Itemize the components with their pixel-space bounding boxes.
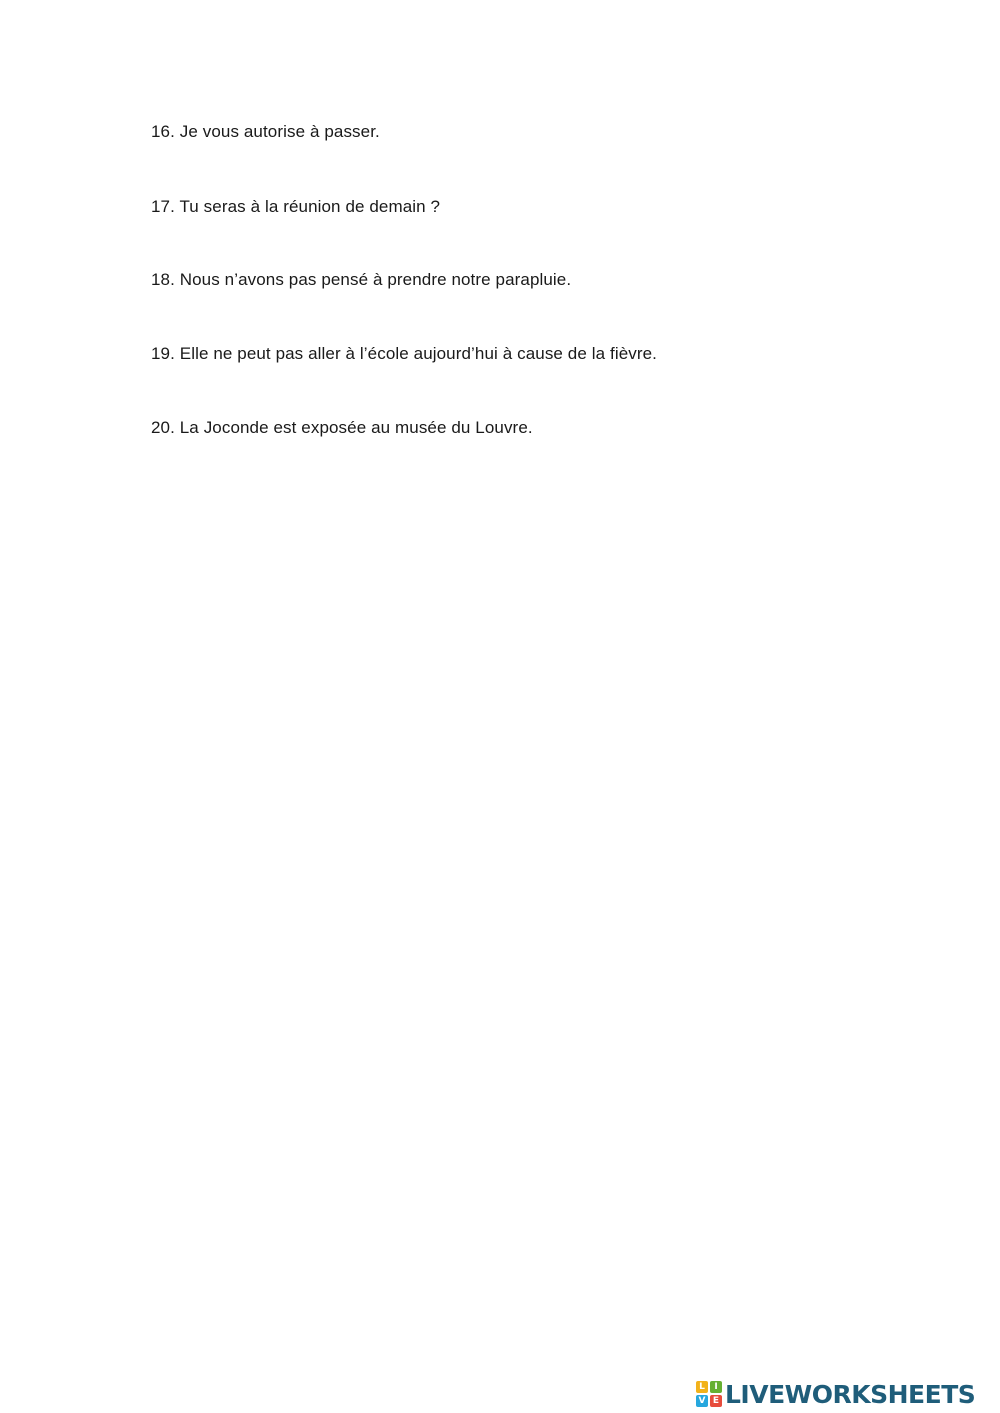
sentence-20: 20. La Joconde est exposée au musée du Louvre. — [151, 418, 533, 437]
logo-square-i: I — [710, 1381, 722, 1393]
logo-text: LIVEWORKSHEETS — [725, 1379, 976, 1409]
sentence-16: 16. Je vous autorise à passer. — [151, 122, 380, 141]
logo-square-v: V — [696, 1395, 708, 1407]
logo-square-e: E — [710, 1395, 722, 1407]
sentence-19: 19. Elle ne peut pas aller à l’école aujourd’hui à cause de la fièvre. — [151, 344, 657, 363]
sentence-17: 17. Tu seras à la réunion de demain ? — [151, 197, 441, 216]
liveworksheets-logo — [696, 1378, 975, 1410]
logo-squares-icon — [696, 1381, 722, 1407]
logo-square-l: L — [696, 1381, 708, 1393]
sentence-18: 18. Nous n’avons pas pensé à prendre notre parapluie. — [151, 270, 572, 289]
